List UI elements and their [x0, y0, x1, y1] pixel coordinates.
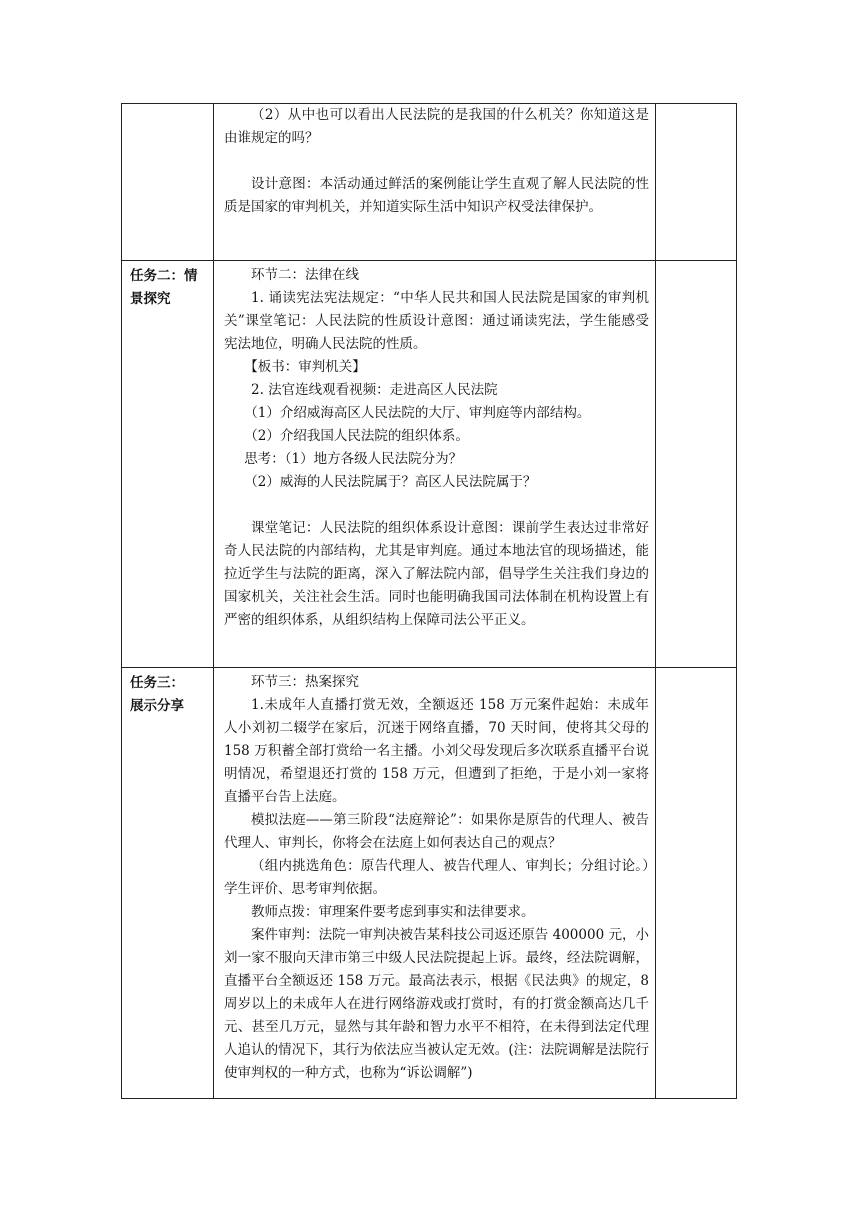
- section-heading: 环节二：法律在线: [251, 267, 359, 283]
- paragraph: （2）威海的人民法院属于？高区人民法院属于？: [244, 474, 537, 490]
- notes-cell: [656, 668, 737, 1099]
- paragraph: 1.未成年人直播打赏无效，全额返还 158 万元案件起始：未成年人小刘初二辍学在家后，沉迷于网络直播，70 天时间，使将其父母的 158 万积蓄全部打赏给一名主播。小刘父母发现后多次联系直播平台说明情况，希望退还打赏的 158 万元，但遭到了拒绝，于是小刘一家将直播平台告上法庭。: [224, 697, 649, 805]
- table-row: [122, 668, 737, 1099]
- content-cell: [214, 261, 656, 668]
- paragraph: 课堂笔记：人民法院的组织体系设计意图：课前学生表达过非常好奇人民法院的内部结构，尤其是审判庭。通过本地法官的现场描述，能拉近学生与法院的距离，深入了解法院内部，倡导学生关注我们身边的国家机关，关注社会生活。同时也能明确我国司法体制在机构设置上有严密的组织体系，从组织结构上保障司法公平正义。: [224, 520, 649, 628]
- task-label-line: 展示分享: [130, 698, 184, 714]
- paragraph: （2）介绍我国人民法院的组织体系。: [244, 428, 469, 444]
- paragraph: 模拟法庭——第三阶段“法庭辩论”：如果你是原告的代理人、被告代理人、审判长，你将会在法庭上如何表达自己的观点？: [224, 812, 649, 851]
- task-label-cell: [122, 261, 214, 668]
- task-label-line: 任务三：: [130, 675, 184, 691]
- task-label: [122, 668, 213, 718]
- paragraph: （2）从中也可以看出人民法院的是我国的什么机关？你知道这是由谁规定的吗？: [224, 107, 649, 146]
- paragraph: 案件审判：法院一审判决被告某科技公司返还原告 400000 元，小刘一家不服向天津市第三中级人民法院提起上诉。最终，经法院调解，直播平台全额返还 158 万元。最高法表示，根据《民法典》的规定，8 周岁以上的未成年人在进行网络游戏或打赏时，有的打赏金额高达几千元、甚至几万元，显然与其年龄和智力水平不相符，在未得到法定代理人追认的情况下，其行为依法应当被认定无效。(注：法院调解是法院行使审判权的一种方式，也称为“诉讼调解”): [224, 927, 649, 1081]
- blackboard-note: 【板书：审判机关】: [244, 359, 366, 375]
- task-label-cell: [122, 104, 214, 261]
- table-row: [122, 261, 737, 668]
- content-cell: [214, 668, 656, 1099]
- paragraph: 教师点拨：审理案件要考虑到事实和法律要求。: [251, 904, 535, 920]
- section-heading: 环节三：热案探究: [251, 674, 359, 690]
- task-label: 任务二：情景探究: [130, 268, 198, 307]
- table-row: [122, 104, 737, 261]
- content-cell: [214, 104, 656, 261]
- task-label-cell: [122, 668, 214, 1099]
- paragraph: （1）介绍威海高区人民法院的大厅、审判庭等内部结构。: [244, 405, 591, 421]
- notes-cell: [656, 261, 737, 668]
- paragraph: 2. 法官连线观看视频：走进高区人民法院: [251, 382, 498, 398]
- notes-cell: [656, 104, 737, 261]
- paragraph: 思考：（1）地方各级人民法院分为？: [244, 451, 463, 467]
- paragraph: 设计意图：本活动通过鲜活的案例能让学生直观了解人民法院的性质是国家的审判机关，并知道实际生活中知识产权受法律保护。: [224, 176, 649, 215]
- paragraph: （组内挑选角色：原告代理人、被告代理人、审判长；分组讨论。）学生评价、思考审判依据。: [224, 858, 649, 897]
- paragraph: 1. 诵读宪法宪法规定：“中华人民共和国人民法院是国家的审判机关”课堂笔记：人民法院的性质设计意图：通过诵读宪法，学生能感受宪法地位，明确人民法院的性质。: [224, 290, 649, 352]
- lesson-plan-table: [121, 103, 737, 1099]
